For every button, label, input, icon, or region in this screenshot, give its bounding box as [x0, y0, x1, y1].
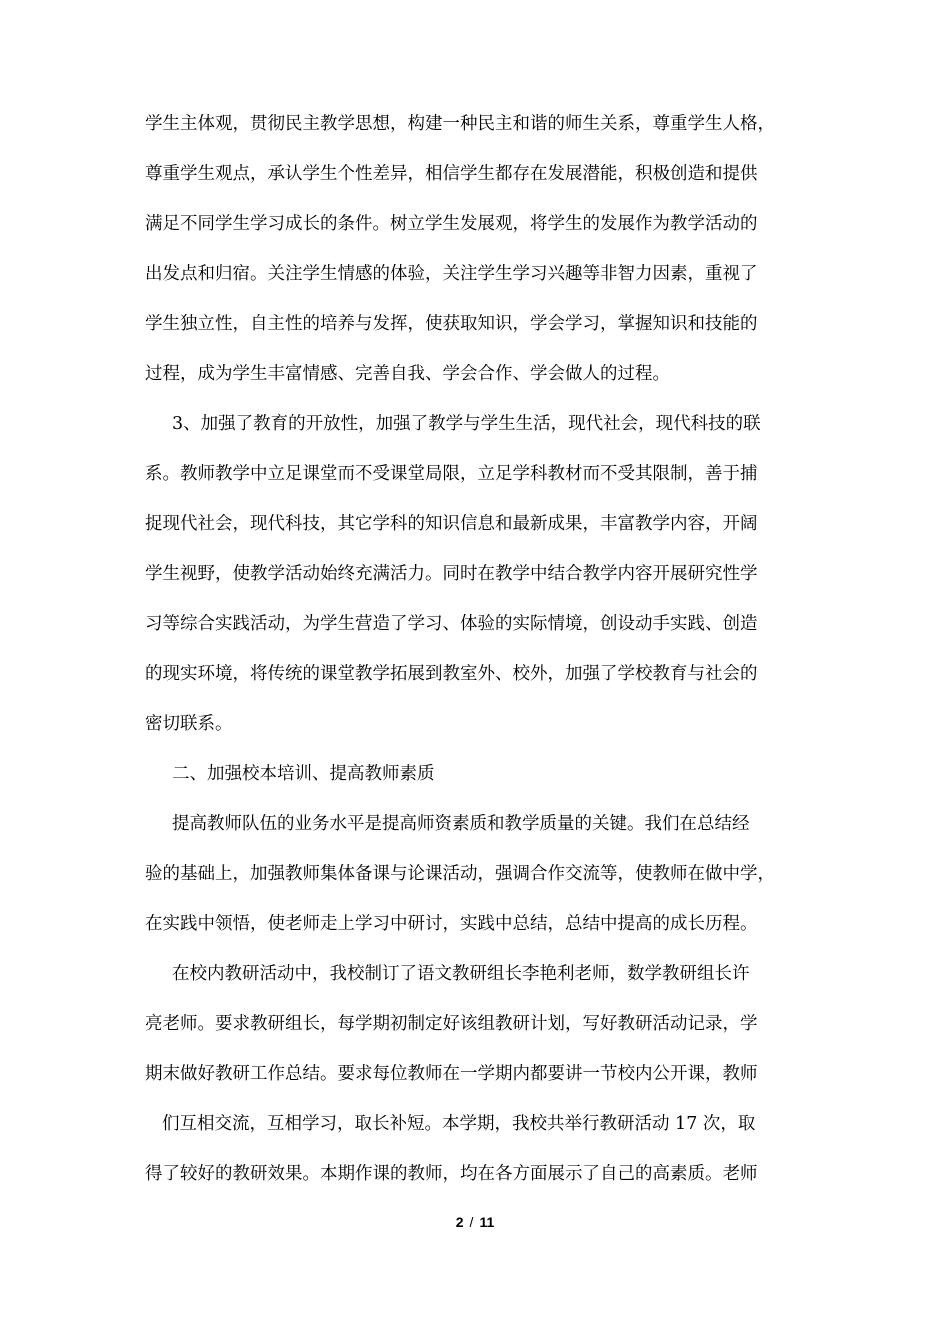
text-line: 满足不同学生学习成长的条件。树立学生发展观，将学生的发展作为教学活动的 [145, 214, 758, 234]
page-separator: / [469, 1214, 474, 1230]
text-line: 尊重学生观点，承认学生个性差异，相信学生都存在发展潜能，积极创造和提供 [145, 164, 758, 184]
page-number [0, 1212, 950, 1232]
text-line: 密切联系。 [145, 714, 233, 734]
text-line: 学生主体观，贯彻民主教学思想，构建一种民主和谐的师生关系，尊重学生人格， [145, 114, 775, 134]
paragraph-start-line: 提高教师队伍的业务水平是提高师资素质和教学质量的关键。我们在总结经 [172, 814, 750, 834]
total-pages-number: 11 [479, 1214, 495, 1230]
text-line: 捉现代社会，现代科技，其它学科的知识信息和最新成果，丰富教学内容，开阔 [145, 514, 758, 534]
text-line: 验的基础上，加强教师集体备课与论课活动，强调合作交流等，使教师在做中学， [145, 864, 775, 884]
text-line: 出发点和归宿。关注学生情感的体验，关注学生学习兴趣等非智力因素，重视了 [145, 264, 758, 284]
text-line: 在实践中领悟，使老师走上学习中研讨，实践中总结，总结中提高的成长历程。 [145, 914, 758, 934]
section-heading: 二、加强校本培训、提高教师素质 [172, 764, 435, 784]
text-line: 习等综合实践活动，为学生营造了学习、体验的实际情境，创设动手实践、创造 [145, 614, 758, 634]
text-line: 学生视野，使教学活动始终充满活力。同时在教学中结合教学内容开展研究性学 [145, 564, 758, 584]
paragraph-start-line: 3、加强了教育的开放性，加强了教学与学生生活，现代社会，现代科技的联 [172, 414, 761, 434]
text-line: 学生独立性，自主性的培养与发挥，使获取知识，学会学习，掌握知识和技能的 [145, 314, 758, 334]
text-line: 期末做好教研工作总结。要求每位教师在一学期内都要讲一节校内公开课，教师 [145, 1064, 758, 1084]
text-line: 们互相交流，互相学习，取长补短。本学期，我校共举行教研活动 17 次，取 [162, 1114, 756, 1134]
text-line: 系。教师教学中立足课堂而不受课堂局限，立足学科教材而不受其限制，善于捕 [145, 464, 758, 484]
text-line: 亮老师。要求教研组长，每学期初制定好该组教研计划，写好教研活动记录，学 [145, 1014, 758, 1034]
current-page-number: 2 [455, 1214, 464, 1230]
text-line: 得了较好的教研效果。本期作课的教师，均在各方面展示了自己的高素质。老师 [145, 1164, 758, 1184]
text-line: 的现实环境，将传统的课堂教学拓展到教室外、校外，加强了学校教育与社会的 [145, 664, 758, 684]
text-line: 过程，成为学生丰富情感、完善自我、学会合作、学会做人的过程。 [145, 364, 670, 384]
paragraph-start-line: 在校内教研活动中，我校制订了语文教研组长李艳利老师，数学教研组长许 [172, 964, 750, 984]
